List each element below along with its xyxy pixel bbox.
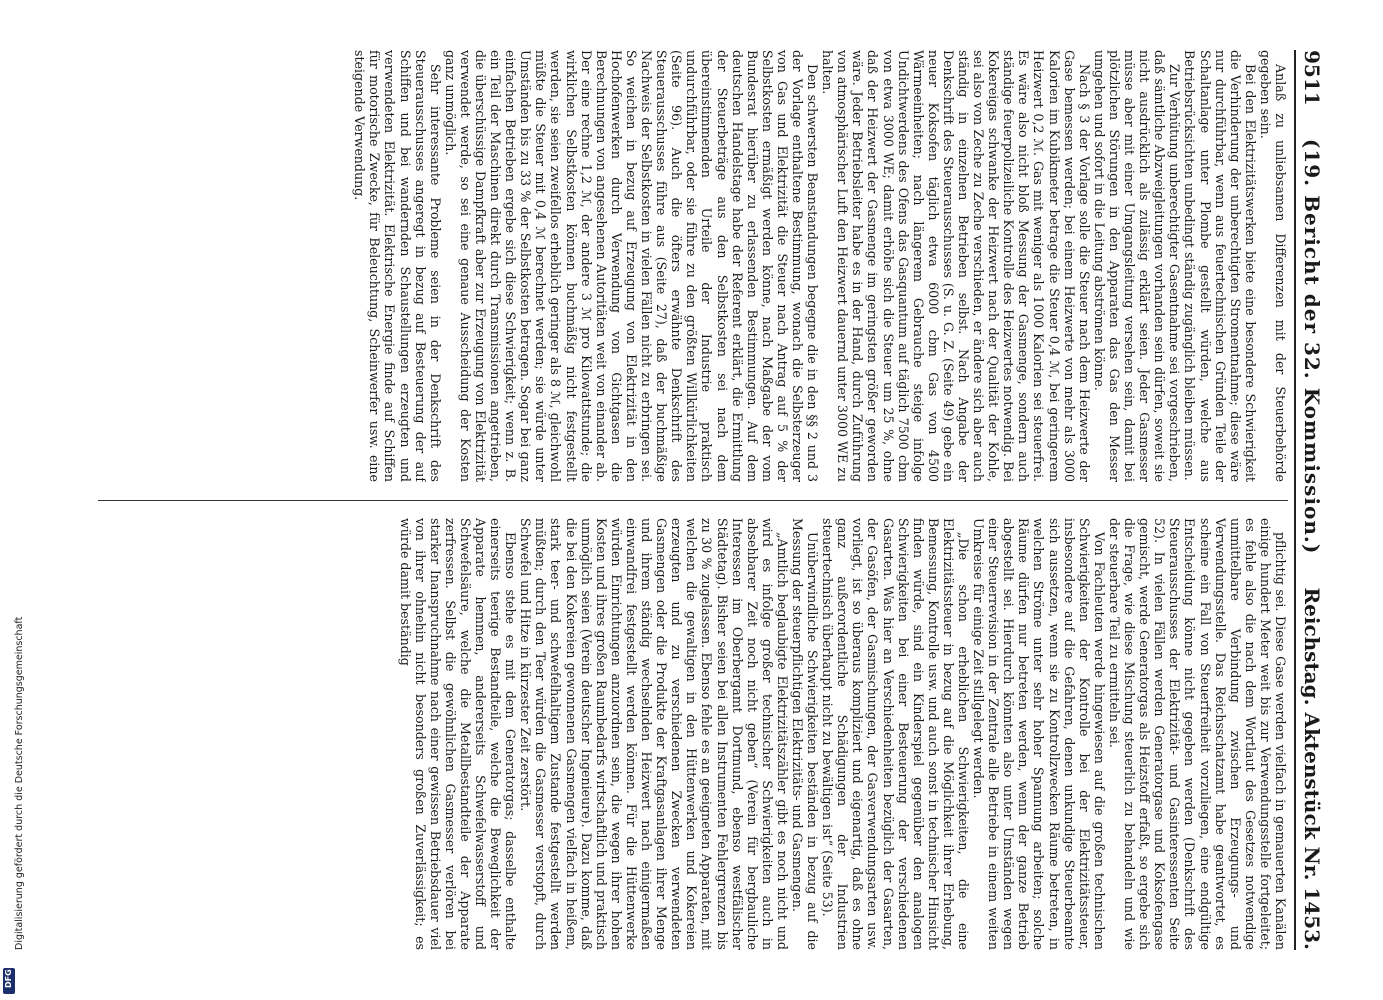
sidebar-credit — [2, 60, 25, 1000]
paragraph: „Amtlich beglaubigte Elektrizitätszähler gibt es noch nicht und wird es infolge großer technischer Schwierigkeiten auch in absehbarer Zeit noch nicht geben“ (Verein für bergbauliche Interessen im Oberbergamt Dortmund, ebenso westfälischer Städtetag). Bisher seien bei allen Instrumenten Fehlergrenzen bis zu 30 % zugelassen. Ebenso fehle es an geeigneten Apparaten, mit welchen die gewaltigen in den Hüttenwerken und Kokereien erzeugten und zu verschiedenen Zwecken verwendeten Gasmengen oder die Produkte der Kraftgasanlagen ihrer Menge und ihrem ständig wechselnden Heizwert nach einigermaßen einwandfrei festgestellt werden können. Für die Hüttenwerke würden Einrichtungen anzuordnen sein, die wegen ihrer hohen Kosten und ihres großen Raumbedarfs wirtschaftlich und praktisch unmöglich seien (Verein deutscher Ingenieure). Dazu komme, daß die bei den Kokereien gewonnenen Gasmengen vielfach in heißem, stark teer- und schwefelhaltigem Zustande festgestellt werden müßten; durch den Teer würden die Gasmesser verstopft, durch Schwefel und Hitze in kürzester Zeit zerstört. — [518, 518, 790, 950]
text-column-left — [98, 50, 1288, 482]
paragraph: Den schwersten Beanstandungen begegne die in den §§ 2 und 3 der Vorlage enthaltene Bestimmung, wonach die Selbsterzeuger von Gas und Elektrizität die Steuer nach Antrag auf 5 % der Selbstkosten ermäßigt werden könne, nach Maßgabe der vom Bundesrat hierüber zu erlassenden Bestimmungen. Auf dem deutschen Handelstage habe der Referent erklärt, die Ermittlung der Steuerbeträge aus den Selbstkosten sei nach dem übereinstimmenden Urteile der Industrie praktisch undurchführbar, oder sie führe zu den größten Willkürlichkeiten (Seite 96). Auch die öfters erwähnte Denkschrift des Steuerausschusses führe aus (Seite 27), daß der buchmäßige Nachweis der Selbstkosten in vielen Fällen nicht zu erbringen sei. So weichen in bezug auf Erzeugung von Elektrizität in den Hochofenwerken durch Verwendung von Gichtgasen die Berechnungen von angesehenen Autoritäten weit von einander ab. Der eine rechne 1,2 ℳ, der andere 3 ℳ pro Kilowattstunde; die wirklichen Selbstkosten können buchmäßig nicht festgestellt werden, sie seien zweifellos erheblich geringer als 8 ℳ, gleichwohl müßte die Steuer mit 0,4 ℳ berechnet werden; sie würde unter Umständen bis zu 33 % der Selbstkosten betragen. Sogar bei ganz einfachen Betrieben ergebe sich diese Schwierigkeit; wenn z. B. ein Teil der Maschinen direkt durch Transmissionen angetrieben, die überschüssige Dampfkraft aber zur Erzeugung von Elektrizität verwendet werde, so sei eine genaue Ausscheidung der Kosten ganz unmöglich. — [442, 50, 821, 482]
paragraph: „Die schon erheblichen Schwierigkeiten, die eine Elektrizitätssteuer in bezug auf die Möglichkeit ihrer Erhebung, Bemessung, Kontrolle usw. und auch sonst in technischer Hinsicht finden würde, sind ein Kinderspiel gegenüber den analogen Schwierigkeiten bei einer Besteuerung der verschiedenen Gasarten. Was hier an Verschiedenheiten bezüglich der Gasarten, der Gasöfen, der Gasmischungen, der Gasverwendungsarten usw. vorliegt, ist so überaus kompliziert und eigenartig, daß es ohne ganz außerordentliche Schädigungen der Industrien steuertechnisch überhaupt nicht zu bewältigen ist“ (Seite 53). — [820, 518, 972, 950]
paragraph: pflichtig sei. Diese Gase werden vielfach in gemauerten Kanälen einige hundert Meter weit bis zur Verwendungsstelle fortgeleitet; es fehle also die nach dem Wortlaut des Gesetzes notwendige unmittelbare Verbindung zwischen Erzeugungs- und Verwendungsstelle. Das Reichsschatzamt habe geantwortet, es scheine ein Fall von Steuerfreiheit vorzuliegen, eine endgültige Entscheidung könne nicht gegeben werden (Denkschrift des Steuerausschusses der Elektrizität- und Gasinteressenten Seite 52). In vielen Fällen werden Generatorgase und Koksofengase gemischt, werde Generatorgas als Heizstoff erfaßt, so ergebe sich die Frage, wie diese Mischung steuerlich zu behandeln und wie der steuerbare Teil zu ermitteln sei. — [1106, 518, 1288, 950]
page-header-section: (19. Bericht der 32. Kommission.) — [1300, 138, 1324, 555]
paragraph: Unüberwindliche Schwierigkeiten beständen in bezug auf die Messung der steuerpflichtigen Elektrizitäts- und Gasmengen. — [790, 518, 821, 950]
paragraph: Von Fachleuten werde hingewiesen auf die großen technischen Schwierigkeiten der Kontrolle bei der Elektrizitätssteuer, insbesondere auf die Gefahren, denen unkundige Steuerbeamte sich aussetzen, wenn sie zu Kontrollzwecken Räume betreten, in welchen Ströme unter sehr hoher Spannung arbeiten; solche Räume dürfen nur betreten werden, wenn der ganze Betrieb abgestellt sei. Hierdurch könnten also unter Umständen wegen einer Steuerrevision in der Zentrale alle Betriebe in einem weiten Umkreise für einige Zeit stillgelegt werden. — [971, 518, 1107, 950]
dfg-logo-text: DFG — [4, 969, 13, 988]
paragraph: Ebenso stehe es mit dem Generatorgas; dasselbe enthalte einerseits teerige Bestandteile, welche die Beweglichkeit der Apparate hemmen, andererseits Schwefelwasserstoff und Schwefelsäure, welche die Metallbestandteile der Apparate zerfressen. Selbst die gewöhnlichen Gasmesser verlören bei starker Inanspruchnahme nach einer gewissen Betriebsdauer viel von ihrer ohnehin nicht besonders großen Zuverlässigkeit; es würde damit beständig — [397, 518, 519, 950]
paragraph: Anlaß zu unliebsamen Differenzen mit der Steuerbehörde gegeben sein. — [1257, 50, 1288, 482]
paragraph: Nach § 3 der Vorlage solle die Steuer nach dem Heizwerte der Gase bemessen werden; bei einem Heizwerte von mehr als 3000 Kalorien im Kubikmeter betrage die Steuer 0,4 ℳ, bei geringerem Heizwert 0,2 ℳ. Gas mit weniger als 1000 Kalorien sei steuerfrei. Es wäre also nicht bloß Messung der Gasmenge, sondern auch ständige feuerpolizeiliche Kontrolle des Heizwertes notwendig. Bei Kokereigas schwanke der Heizwert nach der Qualität der Kohle, sei also von Zeche zu Zeche verschieden, er ändere sich aber auch ständig in einzelnen Betrieben selbst. Nach Angabe der Denkschrift des Steuerausschusses (S. u. G. Z. (Seite 49) gebe ein neuer Koksofen täglich etwa 6000 cbm Gas von 4500 Wärmeeinheiten; nach längerem Gebrauche steige infolge Undichtwerdens des Ofens das Gasquantum auf täglich 7500 cbm von etwa 3000 WE; damit erhöhe sich die Steuer um 25 %, ohne daß der Heizwert der Gasmenge im geringsten größer geworden wäre. Jeder Betriebsleiter habe es in der Hand, durch Zuführung von atmosphärischer Luft den Heizwert dauernd unter 3000 WE zu halten. — [820, 50, 1092, 482]
document-page — [88, 50, 1383, 950]
dfg-logo — [3, 968, 15, 994]
page-header — [1294, 50, 1324, 950]
rotated-page — [88, 50, 1324, 950]
column-divider — [98, 500, 1288, 501]
paragraph: Bei den Elektrizitätswerken biete eine besondere Schwierigkeit die Verhinderung der unberechtigten Stromentnahme; diese wäre nur durchführbar, wenn aus feuertechnischen Gründen Teile der Schaltanlage unter Plombe gestellt würden, welche aus Betriebsrücksichten unbedingt ständig zugänglich bleiben müssen. — [1182, 50, 1258, 482]
paragraph: Sehr interessante Probleme seien in der Denkschrift des Steuerausschusses angeregt in bezug auf Besteuerung der auf Schiffen und bei wandernden Schaustellungen erzeugten und verwendeten Elektrizität. Elektrische Energie finde auf Schiffen für motorische Zwecke, für Beleuchtung, Scheinwerfer usw. eine steigende Verwendung. — [352, 50, 443, 482]
page-number: 9511 — [1300, 50, 1324, 106]
text-column-right — [98, 518, 1288, 950]
page-header-title: Reichstag. Aktenstück Nr. 1453. — [1300, 587, 1324, 950]
paragraph: Zur Verhütung unberechtigter Gasentnahme sei vorgeschrieben, daß sämtliche Abzweigleitungen vorhanden sein dürfen, soweit sie nicht ausdrücklich als zulässig erklärt seien. Jeder Gasmesser müsse aber mit einer Umgangsleitung versehen sein, damit bei plötzlichen Störungen in den Apparaten das Gas den Messer umgehen und sofort in die Leitung abströmen könne. — [1091, 50, 1183, 482]
sidebar-credit-text: Digitalisierung gefördert durch die Deutsche Forschungsgemeinschaft — [14, 616, 25, 950]
text-columns — [98, 50, 1288, 950]
